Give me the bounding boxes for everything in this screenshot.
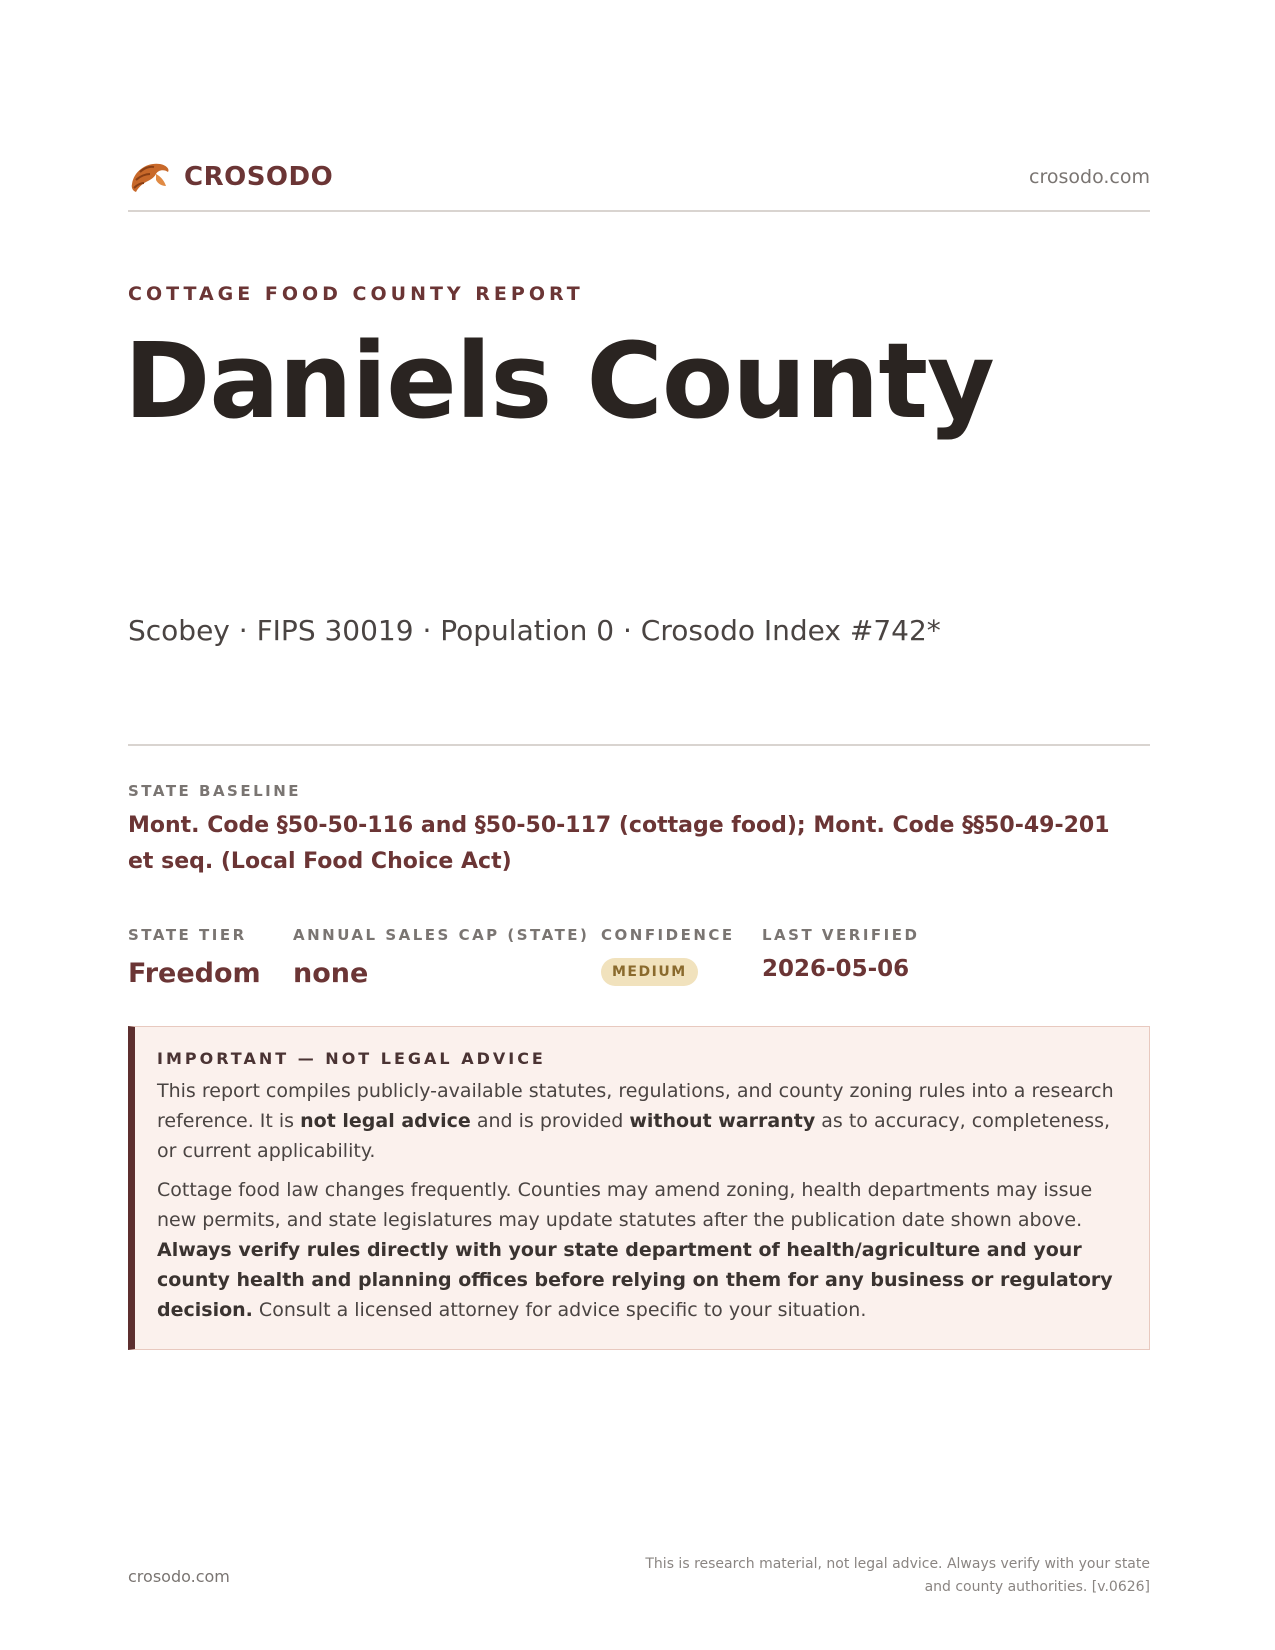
notice-emphasis: without warranty [629,1110,816,1132]
stat-value: none [293,958,369,989]
stat-state-tier [128,926,261,989]
footer-site-url[interactable]: crosodo.com [128,1567,230,1586]
stat-label: CONFIDENCE [601,926,735,944]
page-title: Daniels County [124,320,994,442]
section-divider [128,744,1150,746]
notice-text: Consult a licensed attorney for advice specific to your situation. [252,1299,867,1321]
notice-paragraph [157,1076,1127,1166]
report-kicker: COTTAGE FOOD COUNTY REPORT [128,283,584,305]
county-subtitle: Scobey · FIPS 30019 · Population 0 · Crosodo Index #742* [128,614,941,647]
notice-emphasis: Always verify rules directly with your state department of health/agriculture and your county health and planning offices before relying on them for any business or regulatory decision. [157,1239,1113,1321]
footer-disclaimer-line: and county authorities. [v.0626] [924,1579,1150,1595]
notice-title: IMPORTANT — NOT LEGAL ADVICE [157,1049,546,1068]
stats-row [128,926,1150,996]
notice-text: Cottage food law changes frequently. Counties may amend zoning, health departments may issue new permits, and state legislatures may update statutes after the publication date shown above. [157,1179,1093,1231]
confidence-badge: MEDIUM [601,958,698,986]
notice-paragraph [157,1175,1127,1325]
header-site-url[interactable]: crosodo.com [1029,166,1150,188]
stat-value: Freedom [128,958,261,989]
notice-text: and is provided [470,1110,630,1132]
stat-last-verified [762,926,919,982]
page-header [128,156,1150,212]
footer-disclaimer [630,1553,1150,1599]
brand-name: CROSODO [184,162,334,192]
stat-label: LAST VERIFIED [762,926,920,944]
notice-emphasis: not legal advice [300,1110,471,1132]
legal-notice [128,1026,1150,1350]
baseline-statutes: Mont. Code §50-50-116 and §50-50-117 (cottage food); Mont. Code §§50-49-201 et seq. (Local Food Choice Act) [128,813,1110,874]
notice-text: as to accuracy, completeness, or current applicability. [157,1110,1111,1162]
croissant-icon [128,158,172,198]
stat-label: STATE TIER [128,926,247,944]
footer-disclaimer-line: This is research material, not legal advice. Always verify with your state [645,1556,1150,1572]
stat-value: 2026-05-06 [762,956,910,982]
notice-text: This report compiles publicly-available statutes, regulations, and county zoning rules into a research reference. It is [157,1080,1114,1132]
stat-label: ANNUAL SALES CAP (STATE) [293,926,590,944]
report-page [124,0,1150,1650]
baseline-label: STATE BASELINE [128,782,302,800]
stat-annual-sales-cap [293,926,589,989]
stat-confidence [601,926,735,986]
